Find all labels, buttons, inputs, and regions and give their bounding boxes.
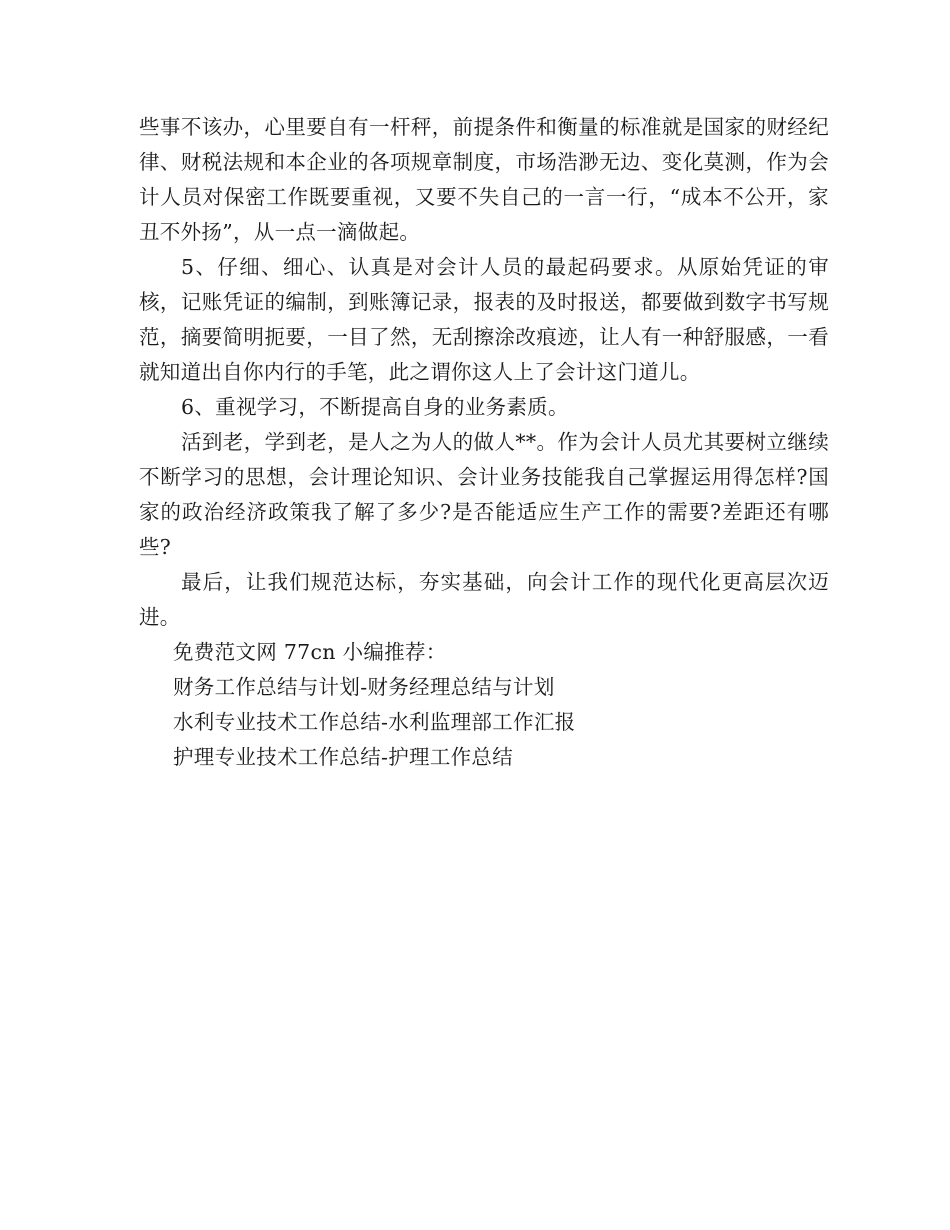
paragraph-conclusion: 最后，让我们规范达标，夯实基础，向会计工作的现代化更高层次迈进。 bbox=[139, 570, 829, 629]
recommendation-link-finance[interactable]: 财务工作总结与计划-财务经理总结与计划 bbox=[173, 675, 555, 699]
recommendation-heading: 免费范文网 77cn 小编推荐： bbox=[173, 640, 447, 664]
paragraph-confidentiality: 些事不该办，心里要自有一杆秤，前提条件和衡量的标准就是国家的财经纪律、财税法规和本企业的各项规章制度，市场浩渺无边、变化莫测，作为会计人员对保密工作既要重视，又要不失自己的一言一行，“成本不公开，家丑不外扬”，从一点一滴做起。 bbox=[139, 115, 829, 244]
recommendation-link-nursing[interactable]: 护理专业技术工作总结-护理工作总结 bbox=[173, 745, 514, 769]
recommendation-link-water-conservancy[interactable]: 水利专业技术工作总结-水利监理部工作汇报 bbox=[173, 710, 576, 734]
recommendation-section bbox=[139, 635, 829, 775]
paragraph-point-6: 6、重视学习，不断提高自身的业务素质。 bbox=[181, 395, 569, 419]
paragraph-point-5: 5、仔细、细心、认真是对会计人员的最起码要求。从原始凭证的审核，记账凭证的编制，到账簿记录，报表的及时报送，都要做到数字书写规范，摘要简明扼要，一目了然，无刮擦涂改痕迹，让人有一种舒服感，一看就知道出自你内行的手笔，此之谓你这人上了会计这门道儿。 bbox=[139, 255, 829, 384]
document-body bbox=[139, 110, 829, 775]
paragraph-lifelong-learning: 活到老，学到老，是人之为人的做人**。作为会计人员尤其要树立继续不断学习的思想，会计理论知识、会计业务技能我自己掌握运用得怎样?国家的政治经济政策我了解了多少?是否能适应生产工作的需要?差距还有哪些? bbox=[139, 430, 829, 559]
